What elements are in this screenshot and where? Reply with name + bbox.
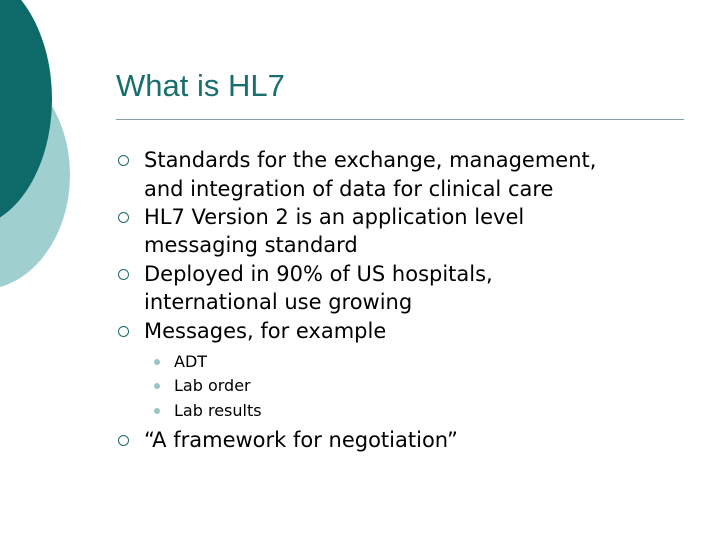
bullet-line: international use growing: [144, 290, 413, 314]
hollow-circle-bullet-icon: [118, 435, 129, 446]
bullet-line: Standards for the exchange, management,: [144, 148, 597, 172]
bullet-line: messaging standard: [144, 233, 358, 257]
sub-bullet-item: Lab results: [174, 401, 262, 420]
filled-dot-bullet-icon: [154, 408, 160, 414]
hollow-circle-bullet-icon: [118, 326, 129, 337]
sub-bullet-item: Lab order: [174, 376, 251, 395]
bullet-line: HL7 Version 2 is an application level: [144, 205, 525, 229]
hollow-circle-bullet-icon: [118, 155, 129, 166]
bullet-line: “A framework for negotiation”: [144, 428, 458, 452]
bullet-line: and integration of data for clinical care: [144, 177, 554, 201]
sub-bullet-item: ADT: [174, 352, 208, 371]
hollow-circle-bullet-icon: [118, 269, 129, 280]
filled-dot-bullet-icon: [154, 359, 160, 365]
bullet-line: Messages, for example: [144, 319, 387, 343]
bullet-line: Deployed in 90% of US hospitals,: [144, 262, 493, 286]
filled-dot-bullet-icon: [154, 383, 160, 389]
hollow-circle-bullet-icon: [118, 212, 129, 223]
slide-title: What is HL7: [116, 68, 285, 103]
